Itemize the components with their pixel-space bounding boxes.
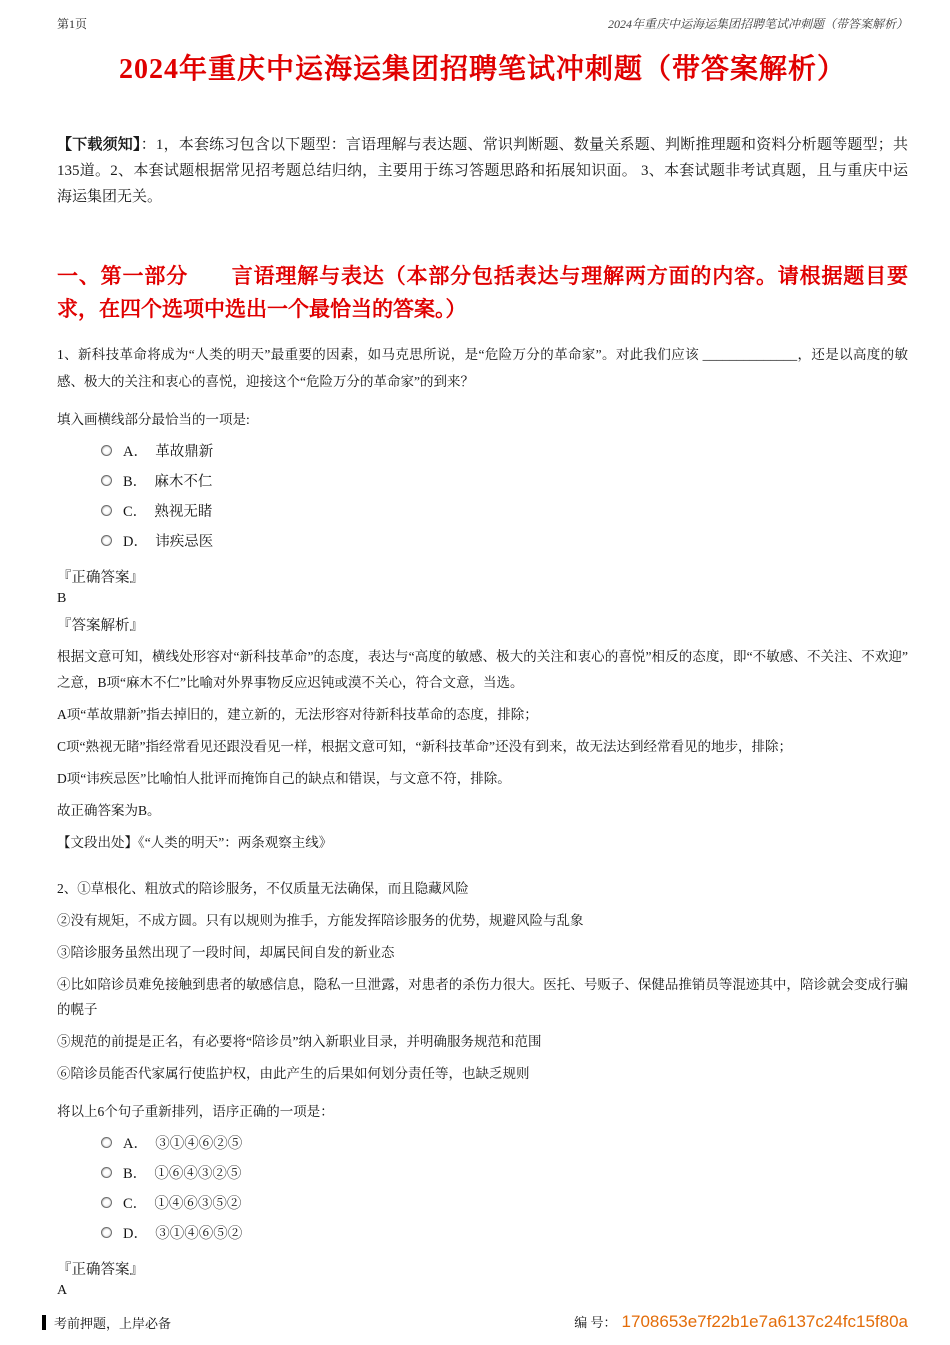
page-number: 第1页 <box>57 17 88 31</box>
question-1-prompt: 填入画横线部分最恰当的一项是: <box>57 412 250 428</box>
option-label: D． ③①④⑥⑤② <box>123 1225 243 1242</box>
option-row-a[interactable] <box>101 1127 908 1157</box>
q2-sentence: 2、①草根化、粗放式的陪诊服务，不仅质量无法确保，而且隐藏风险 <box>57 880 469 896</box>
analysis-paragraph: D项“讳疾忌医”比喻怕人批评而掩饰自己的缺点和错误，与文意不符，排除。 <box>57 771 511 787</box>
analysis-paragraph: 根据文意可知，横线处形容对“新科技革命”的态度，表达与“高度的敏感、极大的关注和衷心的喜悦”相反的态度，即“不敏感、不关注、不欢迎”之意，B项“麻木不仁”比喻对外界事物反应迟钝或漠不关心，符合文意，当选。 <box>57 649 908 691</box>
q2-sentence: ③陪诊服务虽然出现了一段时间，却属民间自发的新业态 <box>57 944 395 960</box>
q2-sentence: ②没有规矩，不成方圆。只有以规则为推手，方能发挥陪诊服务的优势，规避风险与乱象 <box>57 912 584 928</box>
option-row-d[interactable] <box>101 525 908 555</box>
option-label: C． ①④⑥③⑤② <box>123 1195 242 1212</box>
question-1-stem: 1、新科技革命将成为“人类的明天”最重要的因素，如马克思所说，是“危险万分的革命家”。对此我们应该 ______________，还是以高度的敏感、极大的关注和衷心的喜悦，迎接这个“危险万分的革命家”的到来？ <box>57 347 908 390</box>
page-header <box>57 15 908 32</box>
option-row-c[interactable] <box>101 1187 908 1217</box>
page-footer <box>42 1312 908 1332</box>
footer-slogan-text: 考前押题，上岸必备 <box>54 1316 172 1331</box>
radio-icon[interactable] <box>101 1137 112 1148</box>
option-row-d[interactable] <box>101 1217 908 1247</box>
correct-answer-value: B <box>57 591 67 607</box>
download-notice-label: 【下载须知】 <box>57 137 141 153</box>
question-1-options <box>101 435 908 555</box>
option-label: A． 革故鼎新 <box>123 443 214 460</box>
option-row-c[interactable] <box>101 495 908 525</box>
document-title: 2024年重庆中运海运集团招聘笔试冲刺题（带答案解析） <box>118 54 846 85</box>
radio-icon[interactable] <box>101 1167 112 1178</box>
correct-answer-label: 『正确答案』 <box>57 1262 144 1279</box>
footer-code-label: 编 号： <box>574 1315 617 1330</box>
option-label: D． 讳疾忌医 <box>123 533 214 550</box>
section-heading: 一、第一部分 言语理解与表达（本部分包括表达与理解两方面的内容。请根据题目要求，在四个选项中选出一个最恰当的答案。） <box>57 264 908 321</box>
analysis-paragraph: C项“熟视无睹”指经常看见还跟没看见一样，根据文意可知，“新科技革命”还没有到来，故无法达到经常看见的地步，排除； <box>57 739 792 755</box>
option-row-a[interactable] <box>101 435 908 465</box>
option-label: B． 麻木不仁 <box>123 473 213 490</box>
option-row-b[interactable] <box>101 1157 908 1187</box>
q2-sentence: ④比如陪诊员难免接触到患者的敏感信息，隐私一旦泄露，对患者的杀伤力很大。医托、号贩子、保健品推销员等混迹其中，陪诊就会变成行骗的幌子 <box>57 976 908 1018</box>
analysis-paragraph: A项“革故鼎新”指去掉旧的，建立新的，无法形容对待新科技革命的态度，排除； <box>57 707 538 723</box>
question-2-prompt: 将以上6个句子重新排列，语序正确的一项是： <box>57 1104 334 1120</box>
radio-icon[interactable] <box>101 1227 112 1238</box>
q2-sentence: ⑥陪诊员能否代家属行使监护权，由此产生的后果如何划分责任等，也缺乏规则 <box>57 1066 530 1082</box>
question-2 <box>57 876 908 1299</box>
option-label: A． ③①④⑥②⑤ <box>123 1135 243 1152</box>
radio-icon[interactable] <box>101 475 112 486</box>
correct-answer-value: A <box>57 1283 68 1299</box>
header-doc-title: 2024年重庆中运海运集团招聘笔试冲刺题（带答案解析） <box>607 17 908 31</box>
footer-code <box>574 1312 908 1332</box>
footer-code-value: 1708653e7f22b1e7a6137c24fc15f80a <box>621 1312 908 1331</box>
analysis-conclusion: 故正确答案为B。 <box>57 803 161 819</box>
radio-icon[interactable] <box>101 445 112 456</box>
answer-analysis-label: 『答案解析』 <box>57 618 144 635</box>
option-row-b[interactable] <box>101 465 908 495</box>
option-label: C． 熟视无睹 <box>123 503 213 520</box>
download-notice-text: ：1，本套练习包含以下题型：言语理解与表达题、常识判断题、数量关系题、判断推理题和资料分析题等题型；共135道。2、本套试题根据常见招考题总结归纳，主要用于练习答题思路和拓展知识面。 3、本套试题非考试真题，且与重庆中运海运集团无关。 <box>57 137 908 205</box>
radio-icon[interactable] <box>101 535 112 546</box>
correct-answer-label: 『正确答案』 <box>57 570 144 587</box>
question-1 <box>57 341 908 855</box>
radio-icon[interactable] <box>101 505 112 516</box>
question-2-options <box>101 1127 908 1247</box>
q2-sentence: ⑤规范的前提是正名，有必要将“陪诊员”纳入新职业目录，并明确服务规范和范围 <box>57 1034 542 1050</box>
option-label: B． ①⑥④③②⑤ <box>123 1165 242 1182</box>
slogan-marker-icon <box>42 1315 46 1330</box>
footer-slogan <box>42 1313 171 1332</box>
radio-icon[interactable] <box>101 1197 112 1208</box>
passage-source: 【文段出处】《“人类的明天”：两条观察主线》 <box>57 834 333 850</box>
download-notice <box>57 133 908 210</box>
